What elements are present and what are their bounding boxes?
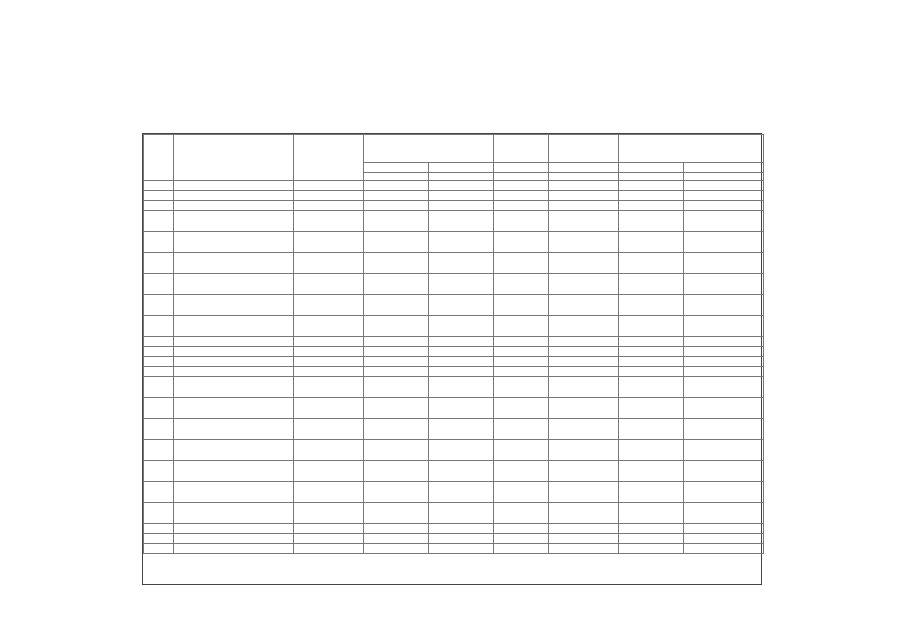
row-value <box>494 232 549 253</box>
column-number <box>144 135 174 181</box>
row-code <box>144 440 174 461</box>
table-row <box>144 503 764 524</box>
table-row <box>144 544 764 554</box>
row-value <box>494 398 549 419</box>
row-name <box>174 274 294 295</box>
row-name <box>174 295 294 316</box>
row-value <box>364 503 429 524</box>
row-value <box>494 503 549 524</box>
row-identifier <box>294 295 364 316</box>
row-value <box>429 232 494 253</box>
row-identifier <box>294 253 364 274</box>
row-name <box>174 419 294 440</box>
row-identifier <box>294 544 364 554</box>
table-row <box>144 419 764 440</box>
header-group-c <box>549 135 619 163</box>
row-value <box>619 316 684 337</box>
row-identifier <box>294 534 364 544</box>
row-code <box>144 482 174 503</box>
row-code <box>144 524 174 534</box>
row-identifier <box>294 524 364 534</box>
row-name <box>174 398 294 419</box>
row-value <box>619 377 684 398</box>
table-row <box>144 274 764 295</box>
row-code <box>144 357 174 367</box>
row-value <box>364 295 429 316</box>
header-cell <box>364 163 429 173</box>
row-code <box>144 337 174 347</box>
table-row <box>144 461 764 482</box>
row-value <box>549 181 619 191</box>
row-value <box>429 337 494 347</box>
row-code <box>144 534 174 544</box>
row-value <box>619 357 684 367</box>
row-value <box>619 461 684 482</box>
row-value <box>549 544 619 554</box>
row-value <box>684 440 764 461</box>
row-value <box>494 367 549 377</box>
column-identifier <box>294 135 364 181</box>
row-value <box>364 524 429 534</box>
table-body <box>144 181 764 554</box>
row-value <box>429 544 494 554</box>
row-value <box>619 253 684 274</box>
row-code <box>144 211 174 232</box>
row-value <box>494 316 549 337</box>
table-row <box>144 295 764 316</box>
row-value <box>619 544 684 554</box>
row-code <box>144 503 174 524</box>
row-name <box>174 440 294 461</box>
header-cell <box>549 163 619 173</box>
row-value <box>364 201 429 211</box>
row-value <box>684 534 764 544</box>
row-value <box>429 377 494 398</box>
row-value <box>619 337 684 347</box>
header-cell <box>684 163 764 173</box>
row-value <box>364 440 429 461</box>
row-value <box>549 253 619 274</box>
row-value <box>494 347 549 357</box>
row-value <box>619 440 684 461</box>
row-value <box>549 316 619 337</box>
row-value <box>364 274 429 295</box>
row-value <box>619 398 684 419</box>
row-value <box>364 534 429 544</box>
row-code <box>144 347 174 357</box>
row-value <box>684 524 764 534</box>
table-row <box>144 211 764 232</box>
row-identifier <box>294 398 364 419</box>
row-value <box>619 503 684 524</box>
row-value <box>684 398 764 419</box>
row-identifier <box>294 181 364 191</box>
row-value <box>429 316 494 337</box>
header-group-a <box>364 135 494 163</box>
row-value <box>429 201 494 211</box>
row-identifier <box>294 357 364 367</box>
row-value <box>429 211 494 232</box>
header-cell <box>684 173 764 181</box>
row-value <box>429 274 494 295</box>
row-identifier <box>294 191 364 201</box>
row-name <box>174 534 294 544</box>
table-row <box>144 440 764 461</box>
row-name <box>174 181 294 191</box>
row-value <box>364 544 429 554</box>
row-value <box>549 440 619 461</box>
row-value <box>619 232 684 253</box>
row-value <box>364 232 429 253</box>
row-identifier <box>294 461 364 482</box>
row-value <box>619 482 684 503</box>
row-value <box>549 211 619 232</box>
table-row <box>144 337 764 347</box>
header-cell <box>494 173 549 181</box>
table-row <box>144 316 764 337</box>
row-identifier <box>294 503 364 524</box>
row-value <box>494 191 549 201</box>
table-row <box>144 398 764 419</box>
row-code <box>144 191 174 201</box>
row-value <box>684 191 764 201</box>
row-value <box>684 482 764 503</box>
table-row <box>144 232 764 253</box>
row-value <box>494 524 549 534</box>
row-value <box>684 211 764 232</box>
table-row <box>144 534 764 544</box>
row-name <box>174 357 294 367</box>
row-value <box>364 367 429 377</box>
row-code <box>144 274 174 295</box>
row-value <box>364 377 429 398</box>
row-value <box>619 367 684 377</box>
row-value <box>429 482 494 503</box>
row-value <box>494 274 549 295</box>
row-value <box>364 337 429 347</box>
row-value <box>684 337 764 347</box>
row-value <box>494 419 549 440</box>
row-code <box>144 253 174 274</box>
row-identifier <box>294 482 364 503</box>
row-value <box>549 503 619 524</box>
row-value <box>429 503 494 524</box>
table-row <box>144 347 764 357</box>
table-row <box>144 201 764 211</box>
row-identifier <box>294 377 364 398</box>
row-value <box>494 201 549 211</box>
row-value <box>429 524 494 534</box>
row-value <box>494 461 549 482</box>
row-value <box>364 419 429 440</box>
row-value <box>549 461 619 482</box>
row-value <box>549 191 619 201</box>
row-value <box>429 398 494 419</box>
row-name <box>174 253 294 274</box>
row-value <box>549 367 619 377</box>
row-value <box>684 461 764 482</box>
row-code <box>144 419 174 440</box>
row-code <box>144 316 174 337</box>
row-value <box>619 295 684 316</box>
row-value <box>364 181 429 191</box>
table-row <box>144 181 764 191</box>
table-row <box>144 524 764 534</box>
header-cell <box>364 173 429 181</box>
row-value <box>549 398 619 419</box>
row-value <box>684 181 764 191</box>
row-name <box>174 232 294 253</box>
table-row <box>144 191 764 201</box>
row-value <box>549 274 619 295</box>
row-name <box>174 482 294 503</box>
row-identifier <box>294 347 364 357</box>
row-value <box>619 211 684 232</box>
table-row <box>144 367 764 377</box>
row-value <box>684 503 764 524</box>
header-cell <box>619 173 684 181</box>
row-value <box>429 357 494 367</box>
row-code <box>144 201 174 211</box>
row-name <box>174 367 294 377</box>
row-identifier <box>294 419 364 440</box>
row-value <box>429 461 494 482</box>
row-identifier <box>294 440 364 461</box>
row-value <box>494 295 549 316</box>
row-value <box>364 482 429 503</box>
row-value <box>364 316 429 337</box>
row-value <box>684 419 764 440</box>
header-cell <box>494 163 549 173</box>
row-code <box>144 544 174 554</box>
row-identifier <box>294 274 364 295</box>
header-cell <box>549 173 619 181</box>
row-value <box>549 201 619 211</box>
row-value <box>429 253 494 274</box>
row-value <box>684 544 764 554</box>
row-identifier <box>294 211 364 232</box>
row-value <box>494 377 549 398</box>
row-value <box>619 347 684 357</box>
row-value <box>619 201 684 211</box>
row-value <box>494 181 549 191</box>
row-value <box>549 377 619 398</box>
row-value <box>429 367 494 377</box>
row-value <box>684 357 764 367</box>
header-cell <box>429 173 494 181</box>
row-name <box>174 347 294 357</box>
row-name <box>174 191 294 201</box>
row-value <box>549 419 619 440</box>
row-value <box>494 534 549 544</box>
row-identifier <box>294 232 364 253</box>
row-value <box>494 357 549 367</box>
column-name <box>174 135 294 181</box>
row-code <box>144 377 174 398</box>
row-value <box>364 357 429 367</box>
row-value <box>429 295 494 316</box>
row-identifier <box>294 201 364 211</box>
row-value <box>364 191 429 201</box>
row-value <box>619 191 684 201</box>
data-table <box>142 133 762 585</box>
row-value <box>619 274 684 295</box>
table-row <box>144 377 764 398</box>
row-name <box>174 461 294 482</box>
row-value <box>549 357 619 367</box>
row-value <box>494 337 549 347</box>
row-value <box>684 201 764 211</box>
row-value <box>549 295 619 316</box>
row-code <box>144 295 174 316</box>
row-value <box>364 398 429 419</box>
row-name <box>174 211 294 232</box>
row-name <box>174 377 294 398</box>
table-header <box>144 135 764 181</box>
row-value <box>429 347 494 357</box>
row-value <box>549 337 619 347</box>
row-name <box>174 316 294 337</box>
row-name <box>174 503 294 524</box>
row-value <box>684 377 764 398</box>
row-code <box>144 398 174 419</box>
row-value <box>429 191 494 201</box>
row-value <box>619 181 684 191</box>
row-value <box>364 461 429 482</box>
row-value <box>494 544 549 554</box>
row-value <box>429 534 494 544</box>
row-value <box>684 316 764 337</box>
row-value <box>494 211 549 232</box>
row-value <box>429 440 494 461</box>
table-row <box>144 253 764 274</box>
row-value <box>429 419 494 440</box>
header-cell <box>429 163 494 173</box>
row-value <box>494 253 549 274</box>
row-value <box>494 482 549 503</box>
row-value <box>429 181 494 191</box>
row-value <box>494 440 549 461</box>
table-row <box>144 482 764 503</box>
row-identifier <box>294 367 364 377</box>
row-value <box>619 534 684 544</box>
row-value <box>684 232 764 253</box>
row-code <box>144 181 174 191</box>
row-value <box>684 274 764 295</box>
row-code <box>144 367 174 377</box>
header-group-d <box>619 135 764 163</box>
row-name <box>174 544 294 554</box>
row-value <box>549 232 619 253</box>
row-name <box>174 337 294 347</box>
row-name <box>174 201 294 211</box>
table-row <box>144 357 764 367</box>
row-value <box>684 253 764 274</box>
row-value <box>549 524 619 534</box>
row-value <box>619 524 684 534</box>
row-value <box>549 482 619 503</box>
row-value <box>549 347 619 357</box>
header-cell <box>619 163 684 173</box>
row-value <box>684 295 764 316</box>
row-code <box>144 232 174 253</box>
row-value <box>364 347 429 357</box>
row-value <box>364 253 429 274</box>
row-code <box>144 461 174 482</box>
row-value <box>549 534 619 544</box>
header-group-b <box>494 135 549 163</box>
row-identifier <box>294 337 364 347</box>
row-value <box>684 367 764 377</box>
row-value <box>684 347 764 357</box>
row-value <box>619 419 684 440</box>
row-identifier <box>294 316 364 337</box>
row-name <box>174 524 294 534</box>
row-value <box>364 211 429 232</box>
